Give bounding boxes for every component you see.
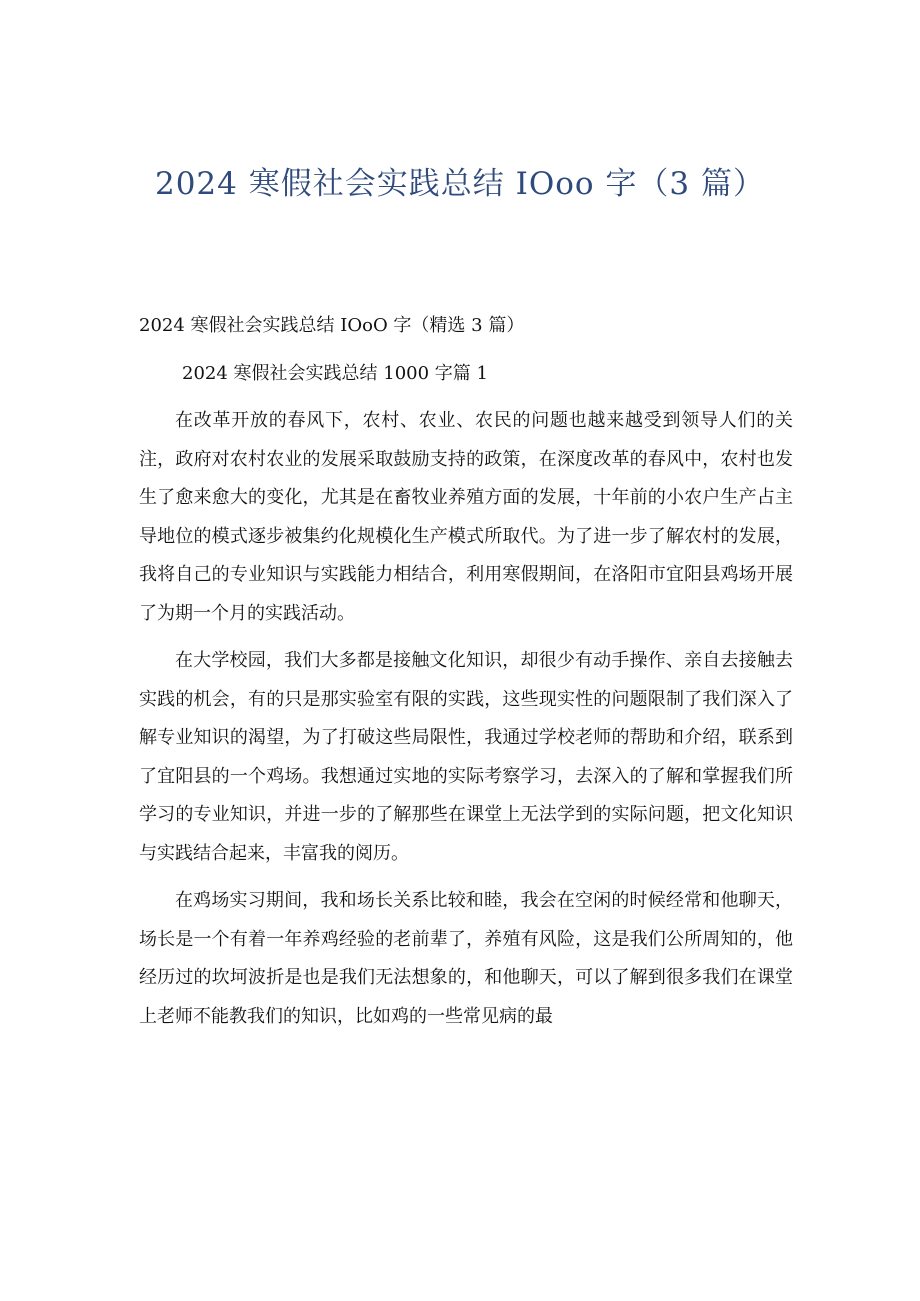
document-subtitle: 2024 寒假社会实践总结 IOoO 字（精选 3 篇） [139, 315, 525, 336]
paragraph-1: 在改革开放的春风下，农村、农业、农民的问题也越来越受到领导人们的关注，政府对农村农业的发展采取鼓励支持的政策，在深度改革的春风中，农村也发生了愈来愈大的变化，尤其是在畜牧业养殖方面的发展，十年前的小农户生产占主导地位的模式逐步被集约化规模化生产模式所取代。为了进一步了解农村的发展，我将自己的专业知识与实践能力相结合，利用寒假期间，在洛阳市宜阳县鸡场开展了为期一个月的实践活动。 [139, 410, 793, 624]
section-heading: 2024 寒假社会实践总结 1000 字篇 1 [182, 363, 488, 384]
document-title: 2024 寒假社会实践总结 IOoo 字（3 篇） [154, 166, 766, 202]
paragraph-2: 在大学校园，我们大多都是接触文化知识，却很少有动手操作、亲自去接触去实践的机会，有的只是那实验室有限的实践，这些现实性的问题限制了我们深入了解专业知识的渴望，为了打破这些局限性，我通过学校老师的帮助和介绍，联系到了宜阳县的一个鸡场。我想通过实地的实际考察学习，去深入的了解和掌握我们所学习的专业知识，并进一步的了解那些在课堂上无法学到的实际问题，把文化知识与实践结合起来，丰富我的阅历。 [139, 650, 793, 864]
body-text [139, 402, 793, 1045]
paragraph-3: 在鸡场实习期间，我和场长关系比较和睦，我会在空闲的时候经常和他聊天，场长是一个有着一年养鸡经验的老前辈了，养殖有风险，这是我们公所周知的，他经历过的坎坷波折是也是我们无法想象的，和他聊天，可以了解到很多我们在课堂上老师不能教我们的知识，比如鸡的一些常见病的最 [139, 890, 793, 1027]
